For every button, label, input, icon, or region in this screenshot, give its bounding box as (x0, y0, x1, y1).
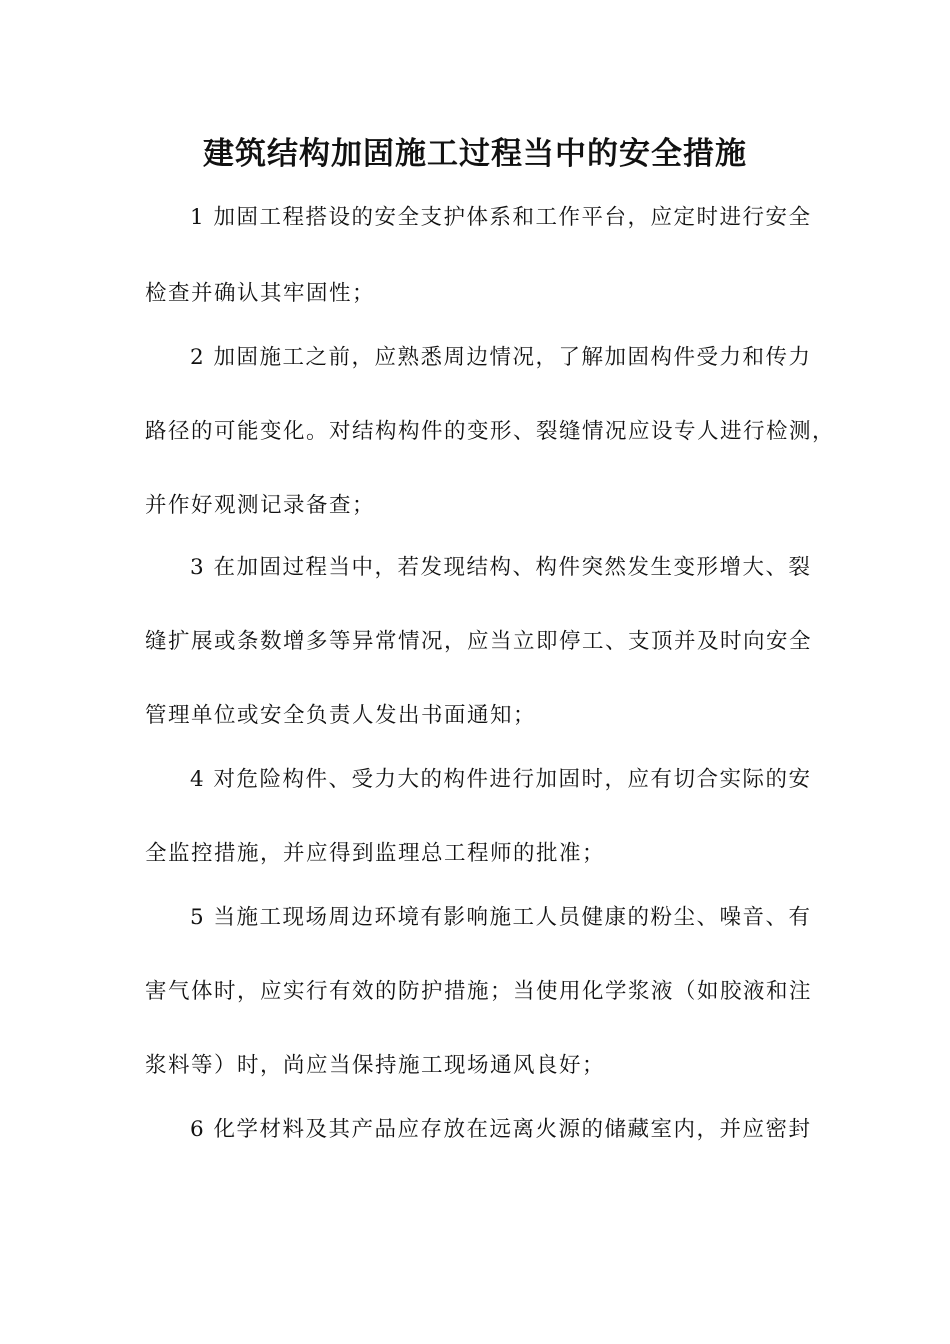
paragraph-5-line-2: 害气体时，应实行有效的防护措施；当使用化学浆液（如胶液和注 (145, 979, 813, 1004)
document-title: 建筑结构加固施工过程当中的安全措施 (203, 136, 747, 172)
paragraph-3-line-3: 管理单位或安全负责人发出书面通知； (145, 703, 537, 728)
paragraph-2-line-1: 2 加固施工之前，应熟悉周边情况，了解加固构件受力和传力 (190, 345, 812, 370)
paragraph-3-line-2: 缝扩展或条数增多等异常情况，应当立即停工、支顶并及时向安全 (145, 629, 813, 654)
paragraph-1-line-2: 检查并确认其牢固性； (145, 281, 376, 306)
paragraph-5-line-1: 5 当施工现场周边环境有影响施工人员健康的粉尘、噪音、有 (190, 905, 812, 930)
paragraph-4-line-2: 全监控措施，并应得到监理总工程师的批准； (145, 841, 606, 866)
paragraph-2-line-3: 并作好观测记录备查； (145, 493, 376, 518)
paragraph-5-line-3: 浆料等）时，尚应当保持施工现场通风良好； (145, 1053, 606, 1078)
paragraph-6-line-1: 6 化学材料及其产品应存放在远离火源的储藏室内，并应密封 (190, 1117, 812, 1142)
paragraph-1-line-1: 1 加固工程搭设的安全支护体系和工作平台，应定时进行安全 (190, 205, 812, 230)
paragraph-4-line-1: 4 对危险构件、受力大的构件进行加固时，应有切合实际的安 (190, 767, 812, 792)
paragraph-2-line-2: 路径的可能变化。对结构构件的变形、裂缝情况应设专人进行检测， (145, 419, 836, 444)
paragraph-3-line-1: 3 在加固过程当中，若发现结构、构件突然发生变形增大、裂 (190, 555, 812, 580)
